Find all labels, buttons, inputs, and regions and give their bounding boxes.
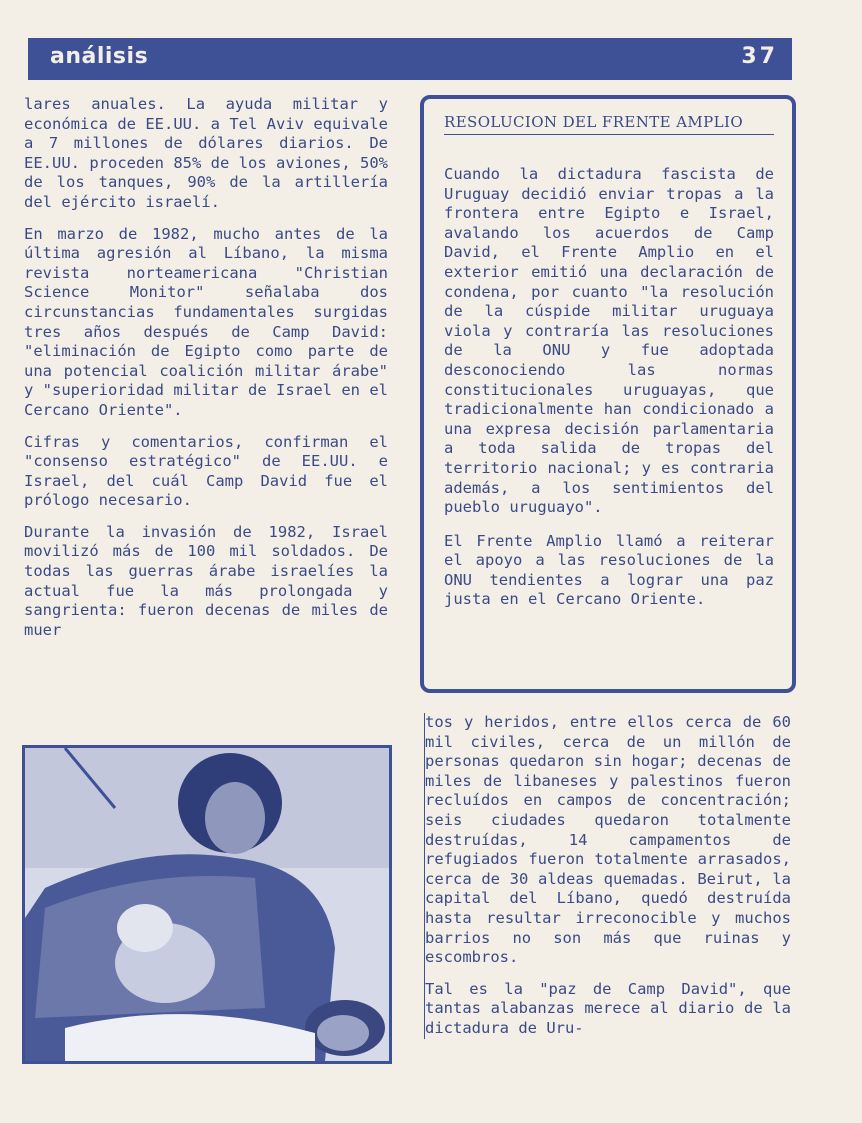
box-paragraph-2: El Frente Amplio llamó a reiterar el apoyo a las resoluciones de la ONU tendientes a lograr una paz justa en el Cercano Oriente. — [444, 531, 774, 609]
left-column — [24, 95, 388, 640]
box-title: RESOLUCION DEL FRENTE AMPLIO — [444, 113, 774, 135]
right-column — [424, 713, 791, 1039]
right-paragraph-1: tos y heridos, entre ellos cerca de 60 mil civiles, cerca de un millón de personas quedaron sin hogar; decenas de miles de libaneses y palestinos fueron recluídos en campos de concentración; seis ciudades quedaron totalmente destruídas, 14 campamentos de refugiados fueron totalmente arrasados, cerca de 30 aldeas quemadas. Beirut, la capital del Líbano, quedó destruída hasta resultar irreconocible y muchos barrios no son más que ruinas y escombros. — [425, 713, 791, 967]
section-header-bar — [28, 38, 792, 80]
box-paragraph-1: Cuando la dictadura fascista de Uruguay decidió enviar tropas a la frontera entre Egipto e Israel, avalando los acuerdos de Camp David, el Frente Amplio en el exterior emitió una declaración de condena, por cuanto "la resolución de la cúspide militar uruguaya viola y contraría las resoluciones de la ONU y fue adoptada desconociendo las normas constitucionales uruguayas, que tradicionalmente han condicionado a una expresa decisión parlamentaria a toda salida de tropas del territorio nacional; y es contraria además, a los sentimientos del pueblo uruguayo". — [444, 165, 774, 517]
left-paragraph-1: lares anuales. La ayuda militar y económica de EE.UU. a Tel Aviv equivale a 7 millones de dólares diarios. De EE.UU. proceden 85% de los aviones, 50% de los tanques, 90% de la artillería del ejército israelí. — [24, 95, 388, 211]
left-paragraph-4: Durante la invasión de 1982, Israel movilizó más de 100 mil soldados. De todas las guerras árabe israelíes la actual fue la más prolongada y sangrienta: fueron decenas de miles de muer — [24, 522, 388, 639]
left-paragraph-2: En marzo de 1982, mucho antes de la última agresión al Líbano, la misma revista norteamericana "Christian Science Monitor" señalaba dos circunstancias fundamentales surgidas tres años después de Camp David: "eliminación de Egipto como parte de una potencial coalición militar árabe" y "superioridad militar de Israel en el Cercano Oriente". — [24, 224, 388, 419]
frente-amplio-sidebar-box — [420, 95, 796, 693]
photo-illustration — [25, 748, 389, 1061]
box-body — [444, 165, 774, 624]
right-paragraph-2: Tal es la "paz de Camp David", que tantas alabanzas merece al diario de la dictadura de Uru- — [425, 979, 791, 1037]
left-paragraph-3: Cifras y comentarios, confirman el "consenso estratégico" de EE.UU. e Israel, del cuál Camp David fue el prólogo necesario. — [24, 432, 388, 510]
page-number: 37 — [741, 44, 778, 69]
photo-woman-with-wounded-children — [22, 745, 392, 1064]
section-title: análisis — [50, 44, 149, 69]
